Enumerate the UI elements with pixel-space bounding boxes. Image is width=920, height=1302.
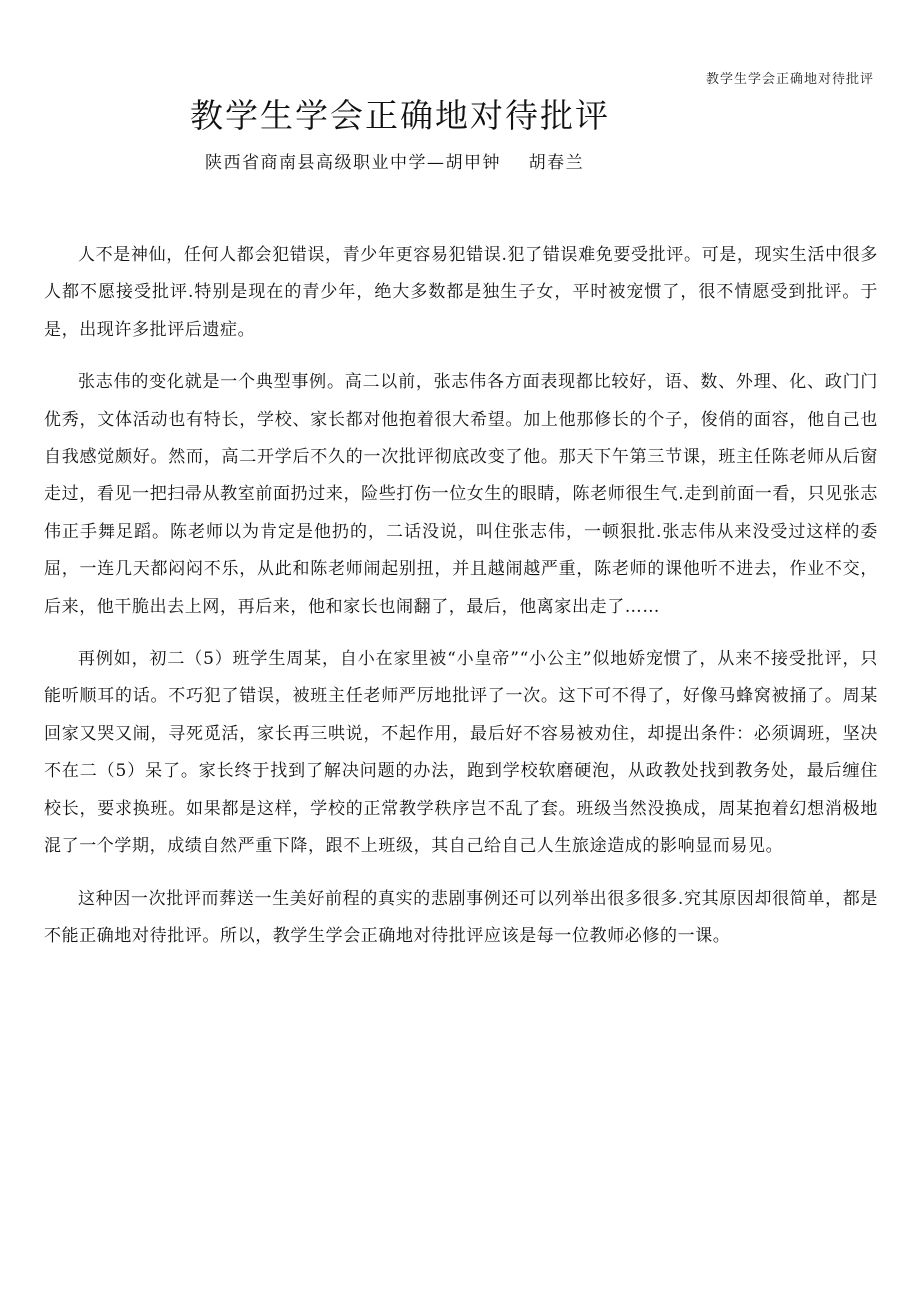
paragraph: 这种因一次批评而葬送一生美好前程的真实的悲剧事例还可以列举出很多很多.究其原因却很简单，都是不能正确地对待批评。所以，教学生学会正确地对待批评应该是每一位教师必修的一课。 <box>44 888 878 946</box>
paragraph: 再例如，初二（5）班学生周某，自小在家里被“小皇帝”“小公主”似地娇宠惯了，从来不接受批评，只能听顺耳的话。不巧犯了错误，被班主任老师严厉地批评了一次。这下可不得了，好像马蜂窝被捅了。周某回家又哭又闹，寻死觅活，家长再三哄说，不起作用，最后好不容易被劝住，却提出条件：必须调班，坚决不在二（5）呆了。家长终于找到了解决问题的办法，跑到学校软磨硬泡，从政教处找到教务处，最后缠住校长，要求换班。如果都是这样，学校的正常教学秩序岂不乱了套。班级当然没换成，周某抱着幻想消极地混了一个学期，成绩自然严重下降，跟不上班级，其自己给自己人生旅途造成的影响显而易见。 <box>44 649 878 857</box>
paragraph: 张志伟的变化就是一个典型事例。高二以前，张志伟各方面表现都比较好，语、数、外理、化、政门门优秀，文体活动也有特长，学校、家长都对他抱着很大希望。加上他那修长的个子，俊俏的面容，他自己也自我感觉颇好。然而，高二开学后不久的一次批评彻底改变了他。那天下午第三节课，班主任陈老师从后窗走过，看见一把扫帚从教室前面扔过来，险些打伤一位女生的眼睛，陈老师很生气.走到前面一看，只见张志伟正手舞足蹈。陈老师以为肯定是他扔的，二话没说，叫住张志伟，一顿狠批.张志伟从来没受过这样的委屈，一连几天都闷闷不乐，从此和陈老师闹起别扭，并且越闹越严重，陈老师的课他听不进去，作业不交，后来，他干脆出去上网，再后来，他和家长也闹翻了，最后，他离家出走了…… <box>44 372 878 617</box>
running-header: 教学生学会正确地对待批评 <box>705 72 874 87</box>
author-byline: 陕西省商南县高级职业中学—胡甲钟 胡春兰 <box>205 153 585 173</box>
paragraph: 人不是神仙，任何人都会犯错误，青少年更容易犯错误.犯了错误难免要受批评。可是，现实生活中很多人都不愿接受批评.特别是现在的青少年，绝大多数都是独生子女，平时被宠惯了，很不情愿受到批评。于是，出现许多批评后遗症。 <box>44 245 878 340</box>
article-body <box>44 237 878 970</box>
article-title: 教学生学会正确地对待批评 <box>190 96 610 135</box>
